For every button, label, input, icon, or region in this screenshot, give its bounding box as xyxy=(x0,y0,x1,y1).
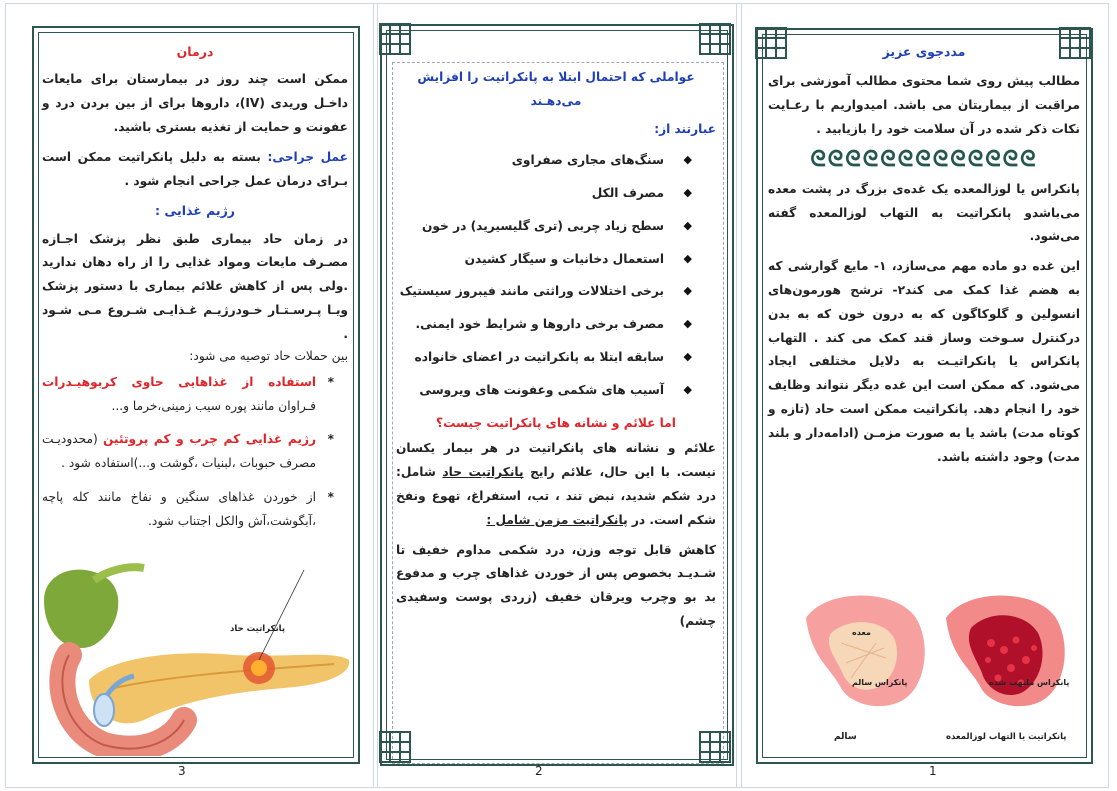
page-guide xyxy=(1108,3,1109,788)
tip-highlight: رژیم غذایی کم چرب و کم پروتئین xyxy=(103,432,317,447)
tip-text: (محدودیـت مصرف حبوبات ،لبنیات ،گوشت و...)استفاده شود . xyxy=(42,432,316,471)
risk-factor-list xyxy=(396,149,716,402)
page-2 xyxy=(378,4,736,787)
risk-factors-subheading: عبارتند از: xyxy=(654,121,716,136)
list-item xyxy=(42,371,334,419)
corner-ornament xyxy=(698,22,732,56)
page-number: 1 xyxy=(929,764,937,778)
page-number: 2 xyxy=(535,764,543,778)
list-item: ◆ استعمال دخانیات و سیگار کشیدن xyxy=(396,248,686,272)
list-item xyxy=(42,486,334,534)
page-1-content xyxy=(768,36,1080,475)
tip-text: از خوردن غذاهای سنگین و نفاخ مانند کله پاچه ،آبگوشت،آش والکل اجتناب شود. xyxy=(42,489,316,528)
stomach-label: معده xyxy=(852,628,871,637)
page-guide xyxy=(373,3,374,788)
list-item: ◆ برخی اختلالات وراثتی مانند فیبروز سیستیک xyxy=(396,280,686,304)
corner-ornament xyxy=(378,730,412,764)
page-guide xyxy=(5,787,1109,788)
page-2-content xyxy=(396,66,716,640)
list-item xyxy=(42,428,334,476)
diet-tips-list xyxy=(42,371,348,534)
page-guide xyxy=(736,3,737,788)
chronic-symptoms: کاهش قابل توجه وزن، درد شکمی مداوم خفیف تا شـدیـد بخصوص پس از خوردن غذاهای چرب و مدفوع بد بو وچرب ویرقان خفیف (زردی پوست وسفیدی چشم) xyxy=(396,542,716,628)
tip-text: فـراوان مانند پوره سیب زمینی،خرما و... xyxy=(111,398,316,413)
surgery-label: عمل جراحی: xyxy=(267,149,348,164)
surgery-text: بسته به دلیل پانکراتیت ممکن است بـرای درمان عمل جراحی انجام شود . xyxy=(42,149,348,188)
pancreas-definition: پانکراس یا لوزالمعده یک غده‌ی بزرگ در پشت معده می‌باشدو پانکراتیت به التهاب لوزالمعده گفته می‌شود. xyxy=(768,181,1080,244)
acute-suffix: شامل: xyxy=(396,465,436,480)
chronic-label: پانکراتیت مزمن شامل : xyxy=(486,512,628,527)
acute-pancreatitis-figure xyxy=(34,560,354,756)
greeting-heading: مددجوی عزیز xyxy=(882,44,966,59)
list-item: ◆ سابقه ابتلا به پانکراتیت در اعضای خانواده xyxy=(396,346,686,370)
acute-pancreatitis-label: پانکراتیت حاد xyxy=(230,624,286,634)
acute-symptoms: درد شکم شدید، نبض تند ، تب، استفراغ، تهوع ونفخ شکم است. در xyxy=(396,488,716,527)
ornament-divider: ᘓᘓᘓᘓᘓᘓᘓᘓᘓᘓᘓᘓᘓ xyxy=(810,146,1038,172)
signs-intro: علائم و نشانه های پانکراتیت در هر بیمار یکسان نیست. با این حال، علائم رایج xyxy=(396,441,717,480)
list-item: ◆ مصرف الکل xyxy=(396,182,686,206)
list-item: ◆ مصرف برخی داروها و شرایط خود ایمنی. xyxy=(396,313,686,337)
page-number: 3 xyxy=(178,764,186,778)
surgery-paragraph xyxy=(42,146,348,194)
healthy-pancreas-label: پانکراس سالم xyxy=(852,678,908,687)
healthy-caption: سالم xyxy=(834,732,857,742)
tip-highlight: استفاده از غذاهایی حاوی کربوهیـدرات xyxy=(42,374,316,389)
signs-heading: اما علائم و نشانه های پانکراتیت چیست؟ xyxy=(436,415,676,430)
signs-paragraph xyxy=(396,437,716,532)
treatment-heading: درمان xyxy=(176,44,214,59)
pancreas-comparison-figure xyxy=(776,588,1076,748)
acute-label: پانکراتیت حاد xyxy=(442,465,524,480)
treatment-paragraph: ممکن است چند روز در بیمارستان برای مایعات داخـل وریدی (IV)، داروها برای از بین بردن درد و عفونت و حمایت از تغذیه بستری باشید. xyxy=(42,72,348,134)
diet-heading: رژیم غذایی : xyxy=(155,203,235,219)
diet-recommendation: بین حملات حاد توصیه می شود: xyxy=(189,348,348,363)
intro-paragraph: مطالب پیش روی شما محتوی مطالب آموزشی برای مراقبت از بیماریتان می باشد. امیدواریم با رعـایت نکات ذکر شده در آن سلامت خود را بازیابید . xyxy=(768,74,1080,136)
inflamed-pancreas-label: پانکراس ملتهب شده xyxy=(989,678,1070,687)
list-item: ◆ سنگ‌های مجاری صفراوی xyxy=(396,149,686,173)
page-3 xyxy=(6,4,373,787)
page-1 xyxy=(742,4,1108,787)
inflamed-caption: پانکراتیت یا التهاب لوزالمعده xyxy=(946,732,1067,742)
list-item: ◆ سطح زیاد چربی (تری گلیسیرید) در خون xyxy=(396,215,686,239)
pancreas-function: این غده دو ماده مهم می‌سازد، ۱- مایع گوارشی که به هضم غذا کمک می کند۲- ترشح هورمون‌های انسولین و گلوکاگون که به درون خون که به بدن درکنترل سـوخت وساز قند کمک می کند . التهاب پانکراس یا پانکراتیـت به دلایل مختلفی ایجاد می‌شود. که ممکن است این غده دیگر نتواند وظایف خود را انجام دهد. پانکراتیت ممکن است حاد (تازه و کوتاه مدت) باشد یا به صورت مزمـن (ادامه‌دار و بلند مدت) وجود داشته باشد. xyxy=(768,259,1080,464)
page-3-content xyxy=(42,36,348,544)
list-item: ◆ آسیب های شکمی وعفونت های ویروسی xyxy=(396,379,686,403)
corner-ornament xyxy=(378,22,412,56)
corner-ornament xyxy=(698,730,732,764)
risk-factors-heading: عواملی که احتمال ابتلا به پانکراتیت را افزایش می‌دهـند xyxy=(417,70,695,108)
diet-paragraph: در زمان حاد بیماری طبق نظر پزشک اجـازه مصـرف مایعات ومواد غذایی را از راه دهان ندارید .ولی پس از کاهش علائم بیماری با دستور پزشک ویـا پـرسـتـار خـودرژیـم غـذایـی شـروع مـی شـود . xyxy=(42,231,348,341)
